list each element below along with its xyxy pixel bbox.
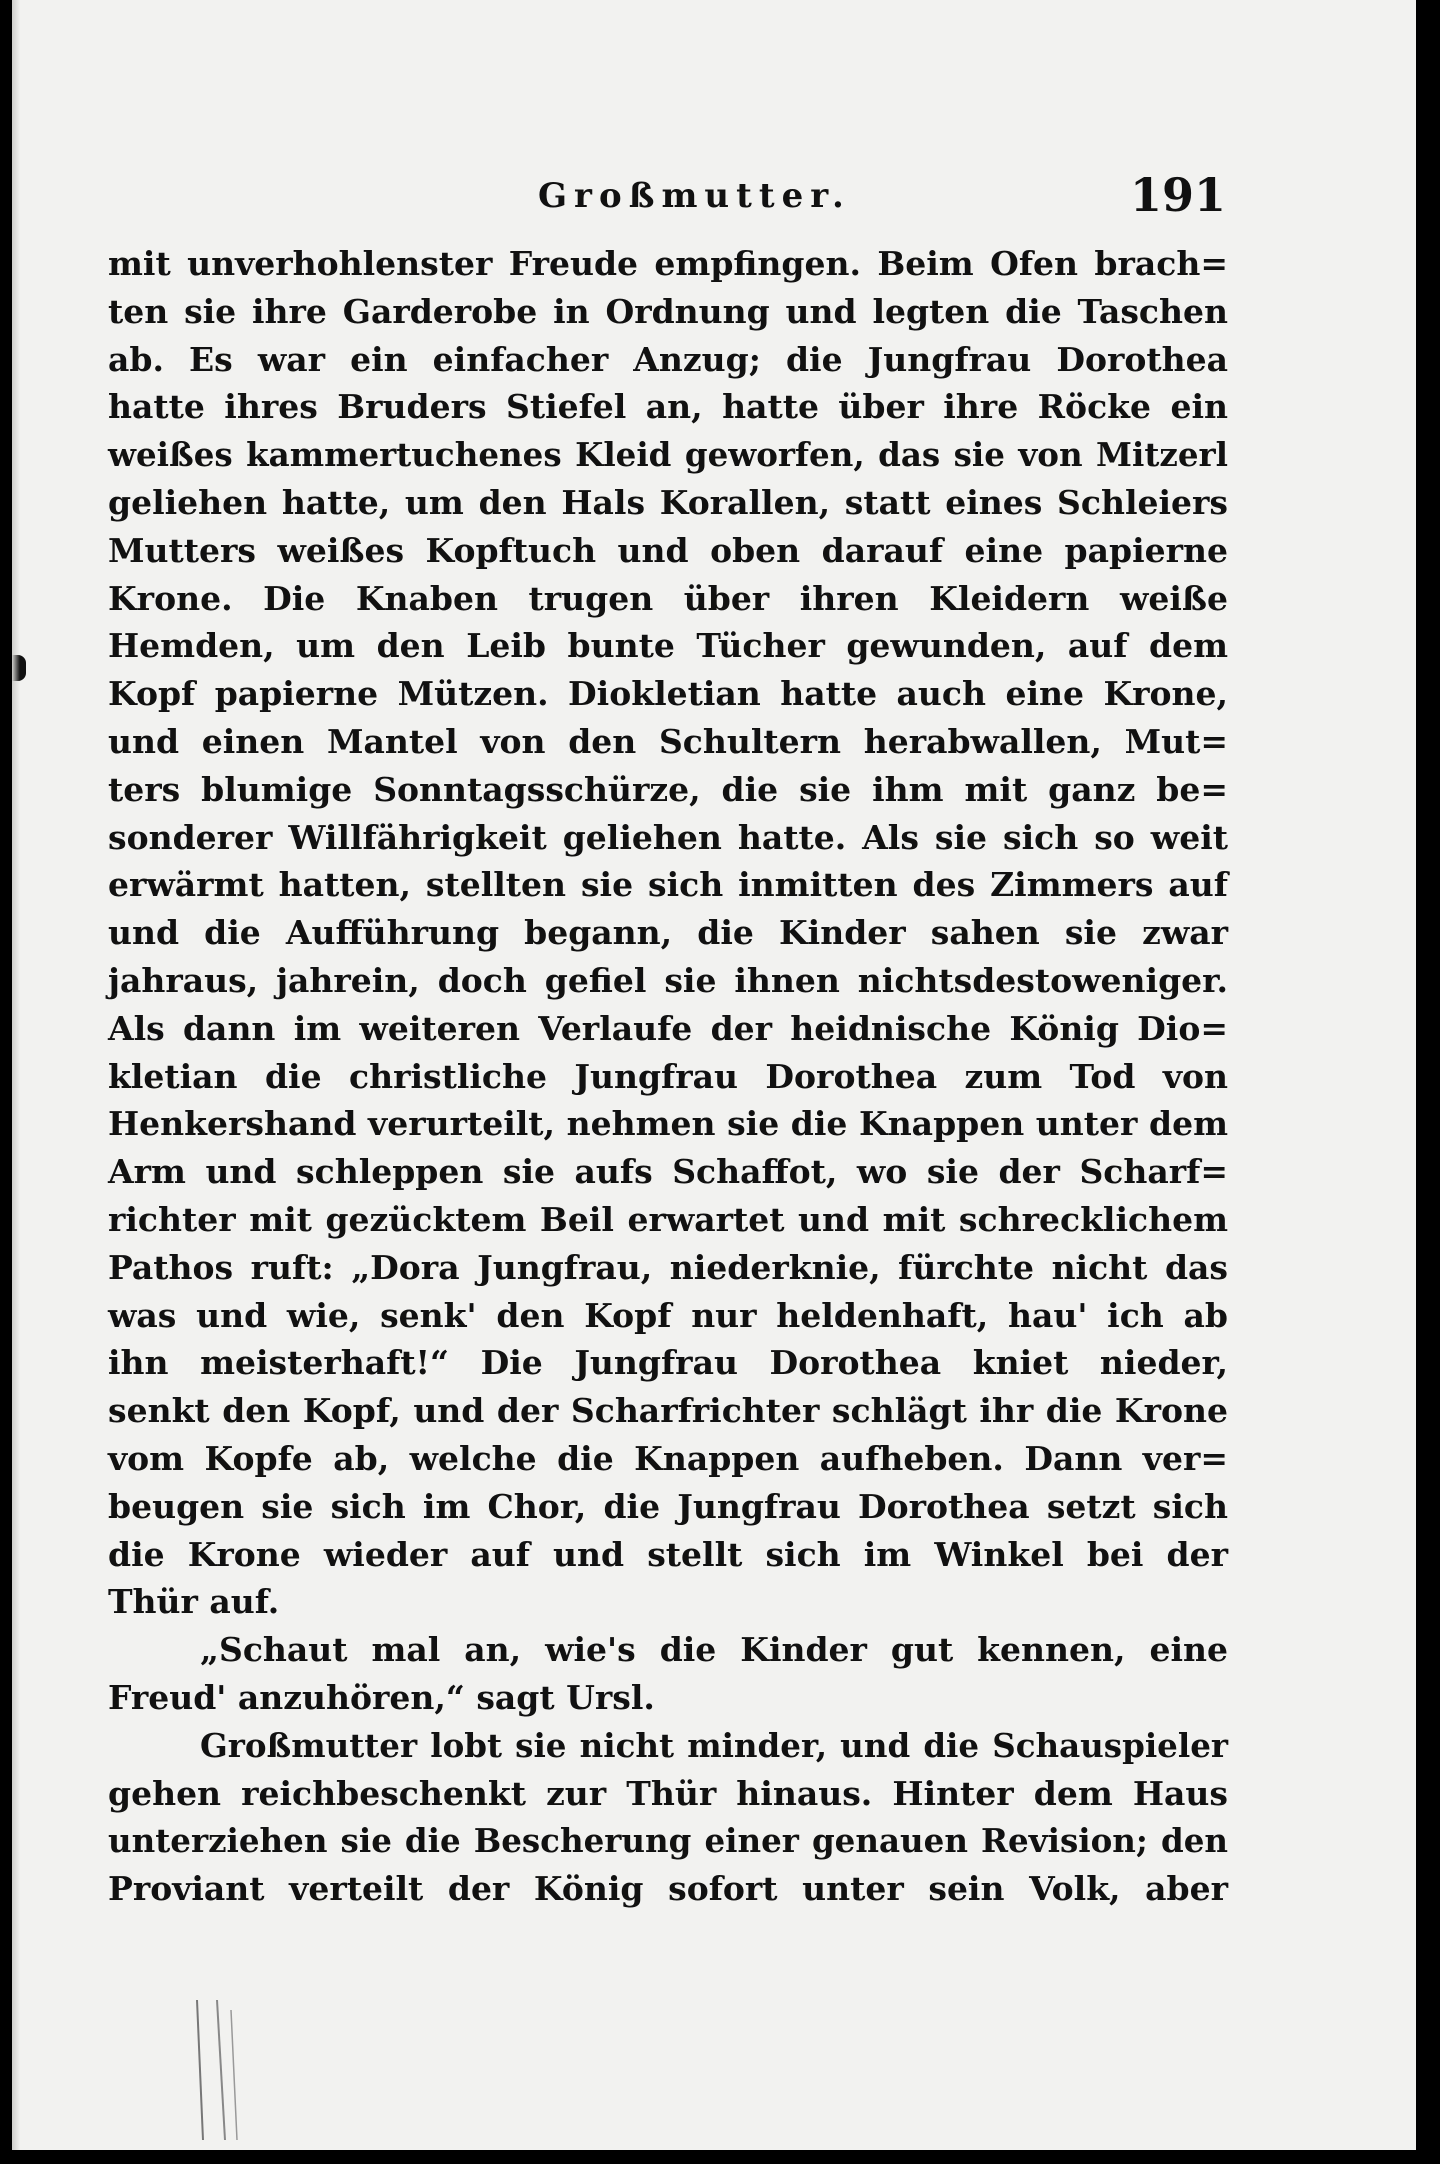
text-line: beugen sie sich im Chor, die Jungfrau Dorothea setzt sich (108, 1486, 1228, 1526)
text-line: jahraus, jahrein, doch gefiel sie ihnen nichtsdestoweniger. (108, 960, 1228, 1000)
text-line: „Schaut mal an, wie's die Kinder gut kennen, eine (200, 1630, 1228, 1670)
text-line: ihn meisterhaft!“ Die Jungfrau Dorothea kniet nieder, (108, 1343, 1228, 1383)
text-line: und die Aufführung begann, die Kinder sahen sie zwar (108, 913, 1228, 953)
page-number: 191 (1129, 168, 1226, 222)
text-line: hatte ihres Bruders Stiefel an, hatte über ihre Röcke ein (108, 387, 1228, 427)
text-line: Als dann im weiteren Verlaufe der heidnische König Dio= (108, 1008, 1228, 1048)
text-line: Proviant verteilt der König sofort unter sein Volk, aber (108, 1869, 1228, 1909)
body-text (108, 240, 1228, 1913)
stray-pencil-marks (187, 2000, 267, 2140)
text-line: richter mit gezücktem Beil erwartet und mit schrecklichem (108, 1199, 1228, 1239)
text-line: Freud' anzuhören,“ sagt Ursl. (108, 1677, 655, 1717)
text-line: Thür auf. (108, 1582, 280, 1622)
text-line: und einen Mantel von den Schultern herabwallen, Mut= (108, 721, 1228, 761)
text-line: geliehen hatte, um den Hals Korallen, statt eines Schleiers (108, 482, 1228, 522)
text-line: Großmutter lobt sie nicht minder, und die Schauspieler (200, 1725, 1228, 1765)
text-line: kletian die christliche Jungfrau Dorothea zum Tod von (108, 1056, 1228, 1096)
text-line: ten sie ihre Garderobe in Ordnung und legten die Taschen (108, 291, 1228, 331)
text-line: sonderer Willfährigkeit geliehen hatte. Als sie sich so weit (108, 817, 1228, 857)
text-line: mit unverhohlenster Freude empfingen. Beim Ofen brach= (108, 244, 1228, 283)
text-line: weißes kammertuchenes Kleid geworfen, das sie von Mitzerl (108, 435, 1228, 475)
text-line: ab. Es war ein einfacher Anzug; die Jungfrau Dorothea (108, 339, 1228, 379)
text-line: Hemden, um den Leib bunte Tücher gewunden, auf dem (108, 626, 1228, 666)
text-line: was und wie, senk' den Kopf nur heldenhaft, hau' ich ab (108, 1295, 1228, 1335)
text-line: Pathos ruft: „Dora Jungfrau, niederknie, fürchte nicht das (108, 1247, 1228, 1287)
text-line: Henkershand verurteilt, nehmen sie die Knappen unter dem (108, 1104, 1228, 1144)
text-line: senkt den Kopf, und der Scharfrichter schlägt ihr die Krone (108, 1391, 1228, 1431)
text-line: unterziehen sie die Bescherung einer genauen Revision; den (108, 1821, 1228, 1861)
text-line: ters blumige Sonntagsschürze, die sie ihm mit ganz be= (108, 769, 1228, 809)
page-header (108, 168, 1226, 228)
text-line: Arm und schleppen sie aufs Schaffot, wo sie der Scharf= (108, 1152, 1228, 1192)
book-page (12, 0, 1416, 2150)
running-head: Großmutter. (538, 176, 851, 216)
text-line: die Krone wieder auf und stellt sich im Winkel bei der (108, 1534, 1228, 1574)
text-line: gehen reichbeschenkt zur Thür hinaus. Hinter dem Haus (108, 1773, 1228, 1813)
text-line: Kopf papierne Mützen. Diokletian hatte auch eine Krone, (108, 674, 1228, 714)
text-line: vom Kopfe ab, welche die Knappen aufheben. Dann ver= (108, 1438, 1228, 1478)
binding-mark (12, 655, 26, 681)
text-line: erwärmt hatten, stellten sie sich inmitten des Zimmers auf (108, 865, 1228, 905)
text-line: Mutters weißes Kopftuch und oben darauf eine papierne (108, 530, 1228, 570)
text-line: Krone. Die Knaben trugen über ihren Kleidern weiße (108, 578, 1228, 618)
